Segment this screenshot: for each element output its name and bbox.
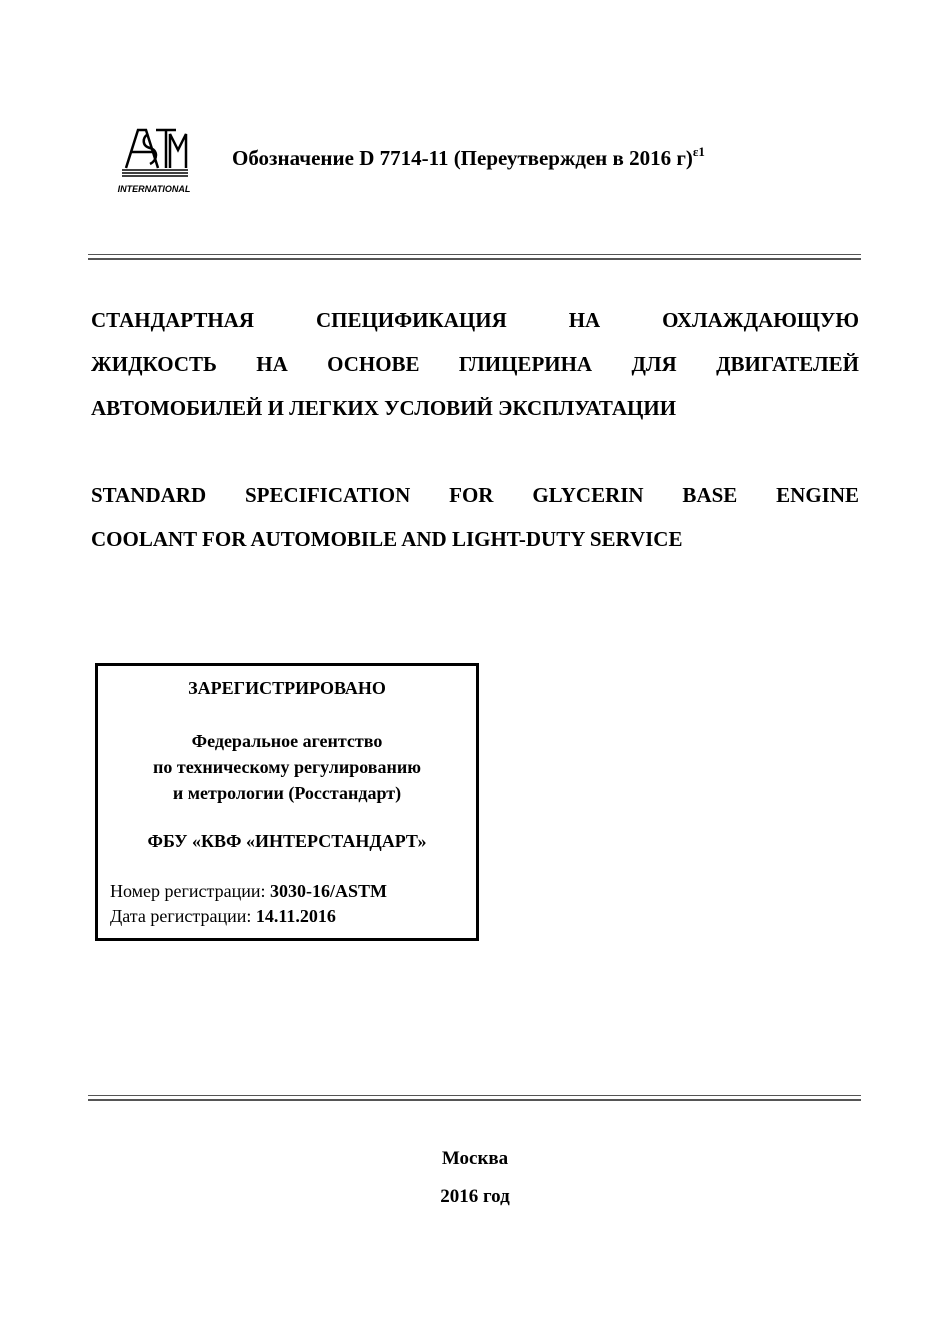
document-designation <box>232 146 705 171</box>
astm-logo <box>112 124 196 198</box>
registration-date <box>110 906 336 927</box>
registration-date-value: 14.11.2016 <box>255 906 336 926</box>
registration-number <box>110 881 387 902</box>
registration-date-label: Дата регистрации: <box>110 906 252 926</box>
agency-line-2: по техническому регулированию <box>153 757 421 777</box>
title-en-line-1: STANDARD SPECIFICATION FOR GLYCERIN BASE ENGINE <box>91 483 859 507</box>
registration-agency <box>98 728 476 806</box>
bottom-divider <box>88 1095 861 1101</box>
designation-text: Обозначение D 7714-11 (Переутвержден в 2016 г) <box>232 146 693 170</box>
title-english <box>91 473 859 561</box>
title-russian <box>91 298 859 430</box>
title-ru-line-2: ЖИДКОСТЬ НА ОСНОВЕ ГЛИЦЕРИНА ДЛЯ ДВИГАТЕЛЕЙ <box>91 352 859 376</box>
publication-city: Москва <box>441 1148 509 1169</box>
title-ru-line-3: АВТОМОБИЛЕЙ И ЛЕГКИХ УСЛОВИЙ ЭКСПЛУАТАЦИИ <box>91 396 677 420</box>
registration-organization: ФБУ «КВФ «ИНТЕРСТАНДАРТ» <box>147 831 427 851</box>
title-ru-line-1: СТАНДАРТНАЯ СПЕЦИФИКАЦИЯ НА ОХЛАЖДАЮЩУЮ <box>91 308 859 332</box>
registration-heading: ЗАРЕГИСТРИРОВАНО <box>188 678 386 698</box>
svg-text:INTERNATIONAL: INTERNATIONAL <box>117 184 191 194</box>
registration-number-label: Номер регистрации: <box>110 881 266 901</box>
registration-number-value: 3030-16/ASTM <box>270 881 388 901</box>
registration-stamp <box>95 663 479 941</box>
publication-year: 2016 год <box>440 1186 510 1207</box>
title-en-line-2: COOLANT FOR AUTOMOBILE AND LIGHT-DUTY SERVICE <box>91 527 683 551</box>
top-divider <box>88 254 861 260</box>
agency-line-1: Федеральное агентство <box>191 731 383 751</box>
agency-line-3: и метрологии (Росстандарт) <box>172 783 402 803</box>
designation-superscript: ε1 <box>692 144 705 159</box>
